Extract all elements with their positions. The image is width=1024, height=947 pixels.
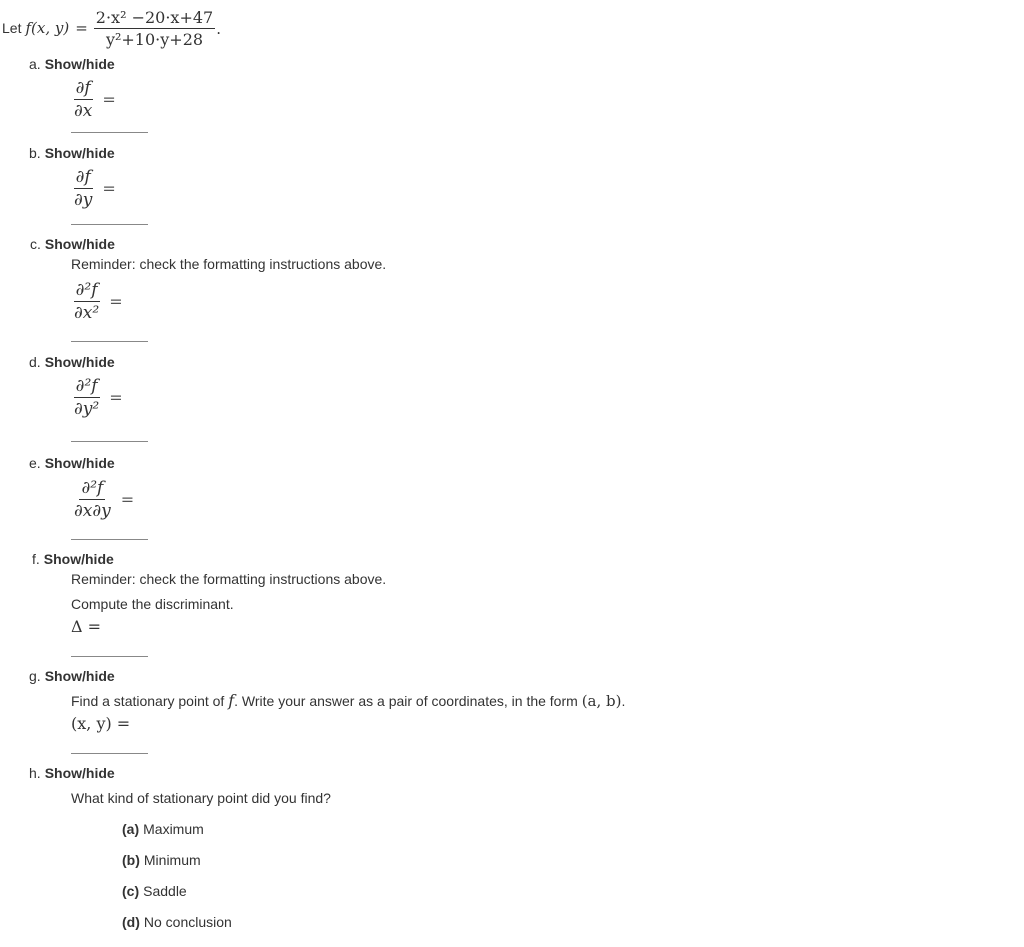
function-lhs: f(x, y) — [25, 19, 70, 37]
part-a-toggle[interactable]: Show/hide — [44, 56, 115, 72]
part-c-denominator: ∂x² — [74, 303, 100, 323]
part-g-toggle[interactable]: Show/hide — [44, 668, 115, 684]
part-d-toggle[interactable]: Show/hide — [44, 354, 115, 370]
part-g-lhs: (x, y) = — [71, 714, 131, 733]
part-e-header — [29, 455, 115, 471]
part-a-equals: = — [102, 90, 116, 109]
part-f-instruction: Compute the discriminant. — [71, 596, 234, 612]
part-e-answer-input[interactable] — [71, 539, 148, 540]
part-c-reminder: Reminder: check the formatting instructions above. — [71, 256, 387, 272]
part-c-toggle[interactable]: Show/hide — [44, 236, 115, 252]
option-a-label: Maximum — [143, 821, 204, 837]
part-b-toggle[interactable]: Show/hide — [44, 145, 115, 161]
part-c-numerator: ∂²f — [75, 280, 98, 300]
part-d-numerator: ∂²f — [75, 376, 98, 396]
part-h-letter: h. — [29, 765, 41, 781]
option-d-key: (d) — [122, 914, 140, 930]
part-b-denominator: ∂y — [74, 190, 93, 210]
part-f-toggle[interactable]: Show/hide — [43, 551, 114, 567]
part-e-fraction — [72, 478, 113, 521]
part-f-letter: f. — [32, 551, 40, 567]
part-c-header — [30, 236, 115, 252]
part-c-letter: c. — [30, 236, 41, 252]
part-e-derivative — [72, 478, 134, 521]
part-c-answer-input[interactable] — [71, 341, 148, 342]
problem-statement — [2, 6, 221, 50]
part-d-derivative — [72, 376, 123, 419]
part-d-denominator: ∂y² — [74, 399, 100, 419]
part-h-question: What kind of stationary point did you find? — [71, 790, 331, 806]
part-c-derivative — [72, 280, 123, 323]
part-a-fraction — [72, 78, 94, 121]
part-d-header — [29, 354, 115, 370]
function-numerator: 2·x² −20·x+47 — [95, 7, 214, 27]
part-g-instruction-f: f — [228, 691, 235, 710]
let-label: Let — [2, 20, 22, 36]
part-b-equals: = — [102, 179, 116, 198]
function-denominator: y²+10·y+28 — [105, 29, 204, 49]
part-g-answer-input[interactable] — [71, 753, 148, 754]
equals-sign: = — [75, 19, 88, 37]
function-fraction — [94, 8, 215, 49]
part-g-instruction-form: (a, b) — [581, 692, 622, 710]
part-d-equals: = — [109, 388, 123, 407]
part-f-answer-input[interactable] — [71, 656, 148, 657]
part-b-derivative — [72, 167, 116, 210]
option-b-label: Minimum — [143, 852, 201, 868]
part-e-equals: = — [120, 490, 135, 509]
option-d-label: No conclusion — [143, 914, 232, 930]
option-a-key: (a) — [122, 821, 140, 837]
part-c-fraction — [72, 280, 101, 323]
part-d-letter: d. — [29, 354, 41, 370]
part-g-header — [29, 668, 115, 684]
part-e-denominator: ∂x∂y — [74, 501, 111, 521]
part-d-answer-input[interactable] — [71, 441, 148, 442]
part-e-letter: e. — [29, 455, 41, 471]
part-c-equals: = — [109, 292, 123, 311]
part-g-instruction-suffix: . Write your answer as a pair of coordinates, in the form — [234, 693, 578, 709]
option-minimum[interactable] — [122, 852, 201, 868]
part-g-instruction-prefix: Find a stationary point of — [71, 693, 225, 709]
part-a-derivative — [72, 78, 116, 121]
part-g-instruction — [71, 691, 625, 710]
part-a-numerator: ∂f — [75, 78, 91, 98]
part-b-numerator: ∂f — [75, 167, 91, 187]
part-g-letter: g. — [29, 668, 41, 684]
part-a-answer-input[interactable] — [71, 132, 148, 133]
option-saddle[interactable] — [122, 883, 187, 899]
part-a-letter: a. — [29, 56, 41, 72]
option-maximum[interactable] — [122, 821, 204, 837]
part-f-header — [32, 551, 114, 567]
part-a-denominator: ∂x — [74, 101, 93, 121]
part-b-letter: b. — [29, 145, 41, 161]
part-e-toggle[interactable]: Show/hide — [44, 455, 115, 471]
part-h-toggle[interactable]: Show/hide — [44, 765, 115, 781]
part-f-reminder: Reminder: check the formatting instructions above. — [71, 571, 387, 587]
part-d-fraction — [72, 376, 101, 419]
part-b-fraction — [72, 167, 94, 210]
part-e-numerator: ∂²f — [81, 478, 104, 498]
part-b-answer-input[interactable] — [71, 224, 148, 225]
part-a-header — [29, 56, 115, 72]
part-h-header — [29, 765, 115, 781]
part-b-header — [29, 145, 115, 161]
option-c-label: Saddle — [143, 883, 187, 899]
statement-period: . — [216, 20, 221, 38]
option-b-key: (b) — [122, 852, 140, 868]
option-c-key: (c) — [122, 883, 140, 899]
part-f-lhs: Δ = — [71, 617, 102, 636]
option-no-conclusion[interactable] — [122, 914, 232, 930]
part-g-instruction-end: . — [621, 693, 626, 709]
